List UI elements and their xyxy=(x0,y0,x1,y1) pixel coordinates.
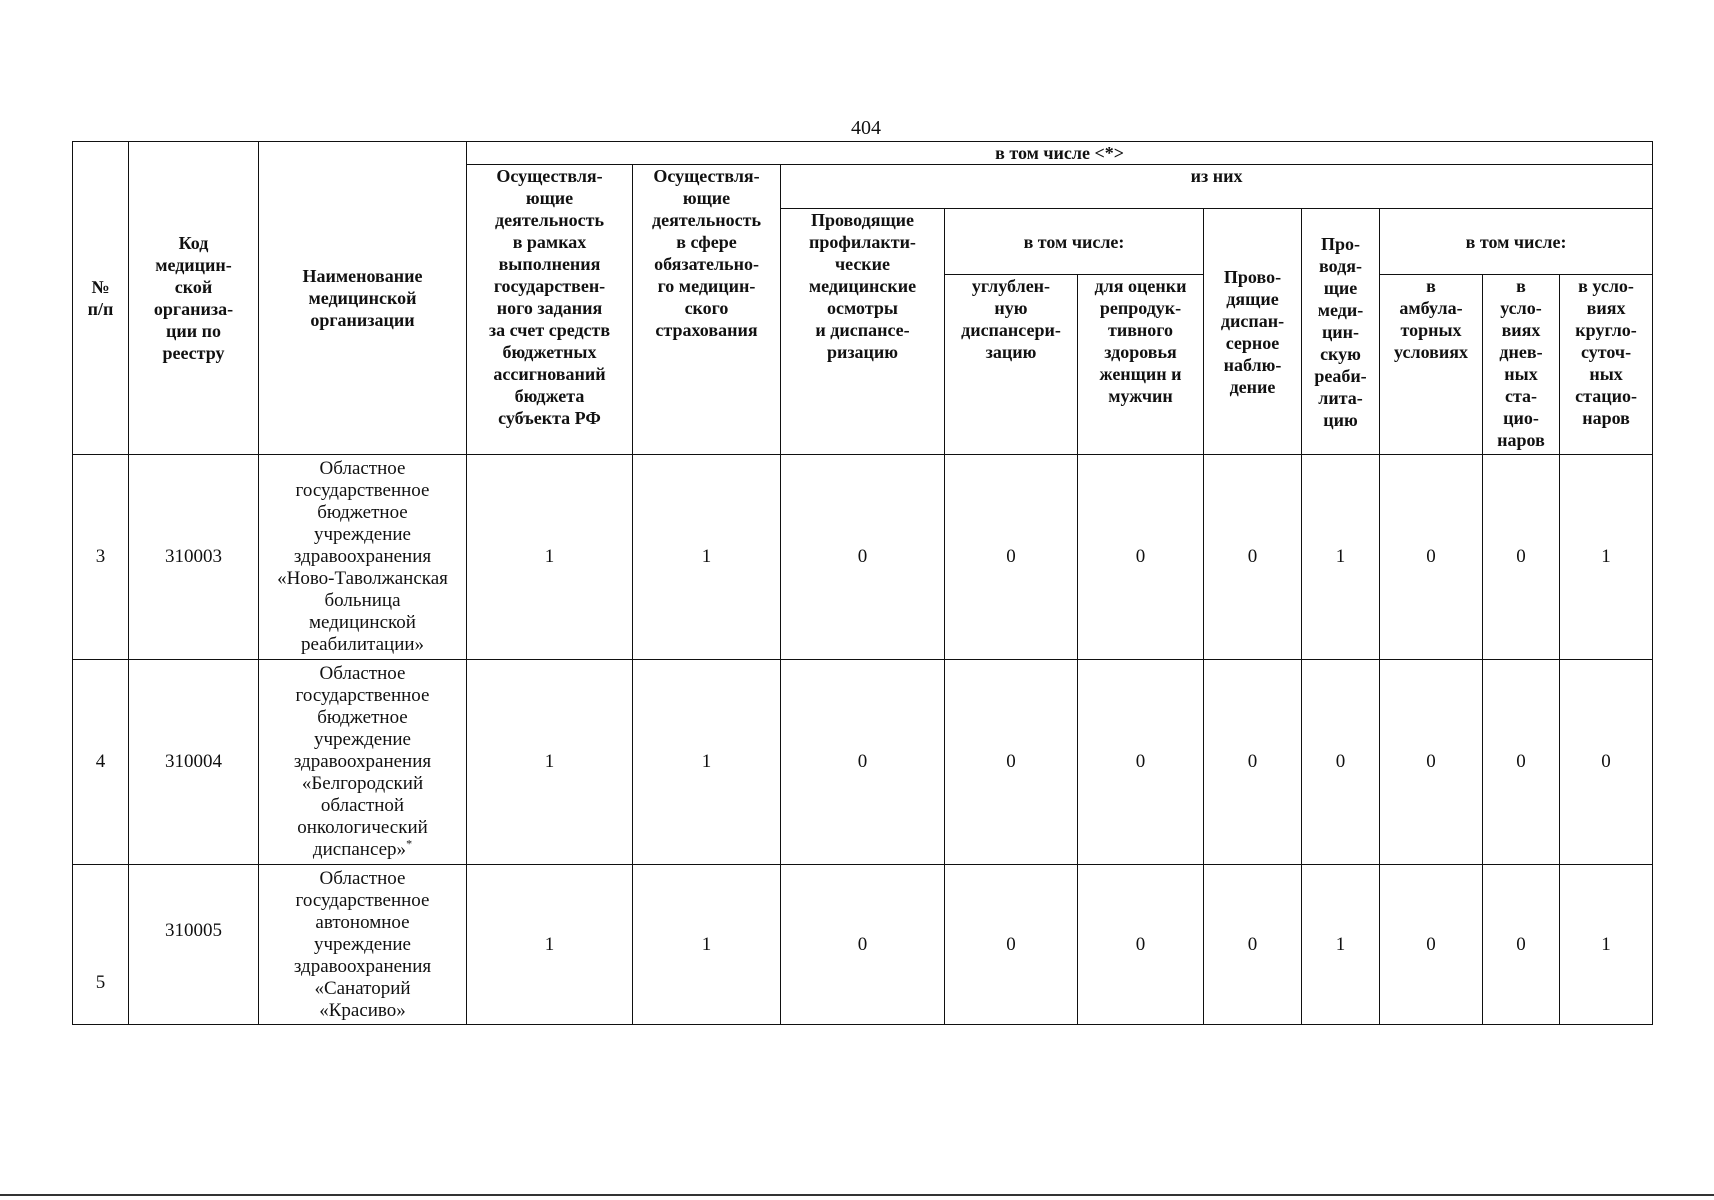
value-disp-observation: 0 xyxy=(1204,865,1302,1025)
row-code: 310003 xyxy=(129,455,259,660)
header-prof-exams: Проводящие профилакти- ческие медицинские осмотры и диспансе- ризацию xyxy=(781,209,945,455)
row-name: Областное государственное бюджетное учреждение здравоохранения «Белгородский областной онкологический диспансер»* xyxy=(259,660,467,865)
page-number: 404 xyxy=(851,117,881,139)
row-num: 3 xyxy=(73,455,129,660)
value-ambulatory: 0 xyxy=(1380,660,1483,865)
value-day-hospital: 0 xyxy=(1483,455,1560,660)
header-day-hospital: в усло- виях днев- ных ста- цио- наров xyxy=(1483,275,1560,455)
header-including-2: в том числе: xyxy=(1380,209,1653,275)
value-prof-exams: 0 xyxy=(781,455,945,660)
value-prof-exams: 0 xyxy=(781,865,945,1025)
value-oms: 1 xyxy=(633,865,781,1025)
header-reproductive: для оценки репродук- тивного здоровья женщин и мужчин xyxy=(1078,275,1204,455)
value-oms: 1 xyxy=(633,660,781,865)
header-disp-observation: Прово- дящие диспан- серное наблю- дение xyxy=(1204,209,1302,455)
value-oms: 1 xyxy=(633,455,781,660)
header-rehab: Про- водя- щие меди- цин- скую реаби- лита- цию xyxy=(1302,209,1380,455)
value-deep-disp: 0 xyxy=(945,455,1078,660)
footnote-mark: * xyxy=(406,836,413,851)
header-ambulatory: в амбула- торных условиях xyxy=(1380,275,1483,455)
row-num: 5 xyxy=(73,865,129,1025)
row-name: Областное государственное автономное учреждение здравоохранения «Санаторий «Красиво» xyxy=(259,865,467,1025)
value-disp-observation: 0 xyxy=(1204,660,1302,865)
value-round-clock: 1 xyxy=(1560,455,1653,660)
header-code: Код медицин- ской организа- ции по реестру xyxy=(129,142,259,455)
header-including-group: в том числе <*> xyxy=(467,142,1653,165)
table-row xyxy=(73,865,1653,1025)
header-budget: Осуществля- ющие деятельность в рамках выполнения государствен- ного задания за счет средств бюджетных ассигнований бюджета субъекта РФ xyxy=(467,165,633,455)
value-reproductive: 0 xyxy=(1078,865,1204,1025)
header-of-them: из них xyxy=(781,165,1653,209)
value-reproductive: 0 xyxy=(1078,455,1204,660)
value-day-hospital: 0 xyxy=(1483,660,1560,865)
value-day-hospital: 0 xyxy=(1483,865,1560,1025)
header-deep-disp: углублен- ную диспансери- зацию xyxy=(945,275,1078,455)
value-prof-exams: 0 xyxy=(781,660,945,865)
value-rehab: 1 xyxy=(1302,455,1380,660)
value-ambulatory: 0 xyxy=(1380,865,1483,1025)
row-num: 4 xyxy=(73,660,129,865)
value-round-clock: 0 xyxy=(1560,660,1653,865)
value-budget: 1 xyxy=(467,455,633,660)
header-num: № п/п xyxy=(73,142,129,455)
table-row xyxy=(73,660,1653,865)
header-name: Наименование медицинской организации xyxy=(259,142,467,455)
header-including-1: в том числе: xyxy=(945,209,1204,275)
row-code: 310005 xyxy=(129,865,259,1025)
value-ambulatory: 0 xyxy=(1380,455,1483,660)
medical-organizations-table xyxy=(72,141,1653,1025)
value-budget: 1 xyxy=(467,660,633,865)
value-round-clock: 1 xyxy=(1560,865,1653,1025)
scan-bottom-edge xyxy=(0,1194,1714,1196)
value-deep-disp: 0 xyxy=(945,865,1078,1025)
row-name: Областное государственное бюджетное учреждение здравоохранения «Ново-Таволжанская больница медицинской реабилитации» xyxy=(259,455,467,660)
header-oms: Осуществля- ющие деятельность в сфере обязательно- го медицин- ского страхования xyxy=(633,165,781,455)
value-deep-disp: 0 xyxy=(945,660,1078,865)
value-reproductive: 0 xyxy=(1078,660,1204,865)
header-round-clock: в усло- виях кругло- суточ- ных стацио- наров xyxy=(1560,275,1653,455)
value-budget: 1 xyxy=(467,865,633,1025)
row-code: 310004 xyxy=(129,660,259,865)
value-rehab: 1 xyxy=(1302,865,1380,1025)
table-row xyxy=(73,455,1653,660)
value-disp-observation: 0 xyxy=(1204,455,1302,660)
value-rehab: 0 xyxy=(1302,660,1380,865)
